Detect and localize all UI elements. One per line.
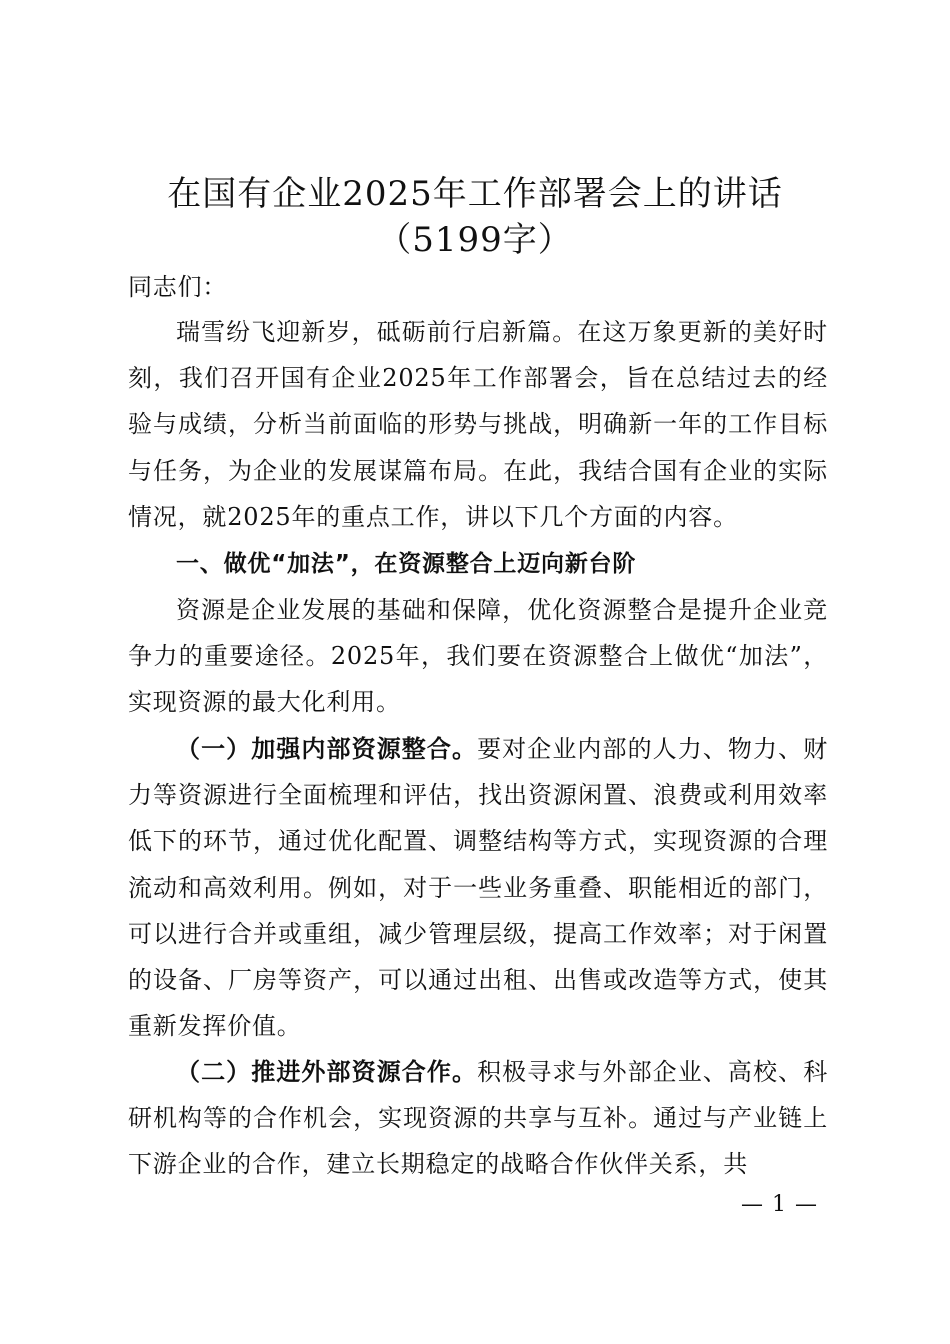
item-1-paragraph (128, 726, 828, 1049)
item-2-paragraph (128, 1049, 828, 1188)
item-2-lead: （二）推进外部资源合作。 (176, 1057, 478, 1086)
document-title: 在国有企业2025年工作部署会上的讲话 (167, 174, 783, 214)
greeting: 同志们： (128, 273, 228, 301)
page-number: — 1 — (741, 1192, 818, 1217)
section-heading-1: 一、做优“加法”，在资源整合上迈向新台阶 (176, 551, 637, 577)
item-1-lead: （一）加强内部资源整合。 (176, 734, 478, 763)
section-1-paragraph: 资源是企业发展的基础和保障，优化资源整合是提升企业竞争力的重要途径。2025年，我们要在资源整合上做优“加法”，实现资源的最大化利用。 (128, 596, 828, 717)
item-2-body: 积极寻求与外部企业、高校、科研机构等的合作机会，实现资源的共享与互补。通过与产业链上下游企业的合作，建立长期稳定的战略合作伙伴关系，共 (128, 1058, 828, 1179)
document-word-count: （5199字） (377, 220, 573, 260)
item-1-body: 要对企业内部的人力、物力、财力等资源进行全面梳理和评估，找出资源闲置、浪费或利用效率低下的环节，通过优化配置、调整结构等方式，实现资源的合理流动和高效利用。例如，对于一些业务重叠、职能相近的部门，可以进行合并或重组，减少管理层级，提高工作效率；对于闲置的设备、厂房等资产，可以通过出租、出售或改造等方式，使其重新发挥价值。 (128, 735, 828, 1041)
intro-paragraph: 瑞雪纷飞迎新岁，砥砺前行启新篇。在这万象更新的美好时刻，我们召开国有企业2025年工作部署会，旨在总结过去的经验与成绩，分析当前面临的形势与挑战，明确新一年的工作目标与任务，为企业的发展谋篇布局。在此，我结合国有企业的实际情况，就2025年的重点工作，讲以下几个方面的内容。 (128, 318, 828, 531)
